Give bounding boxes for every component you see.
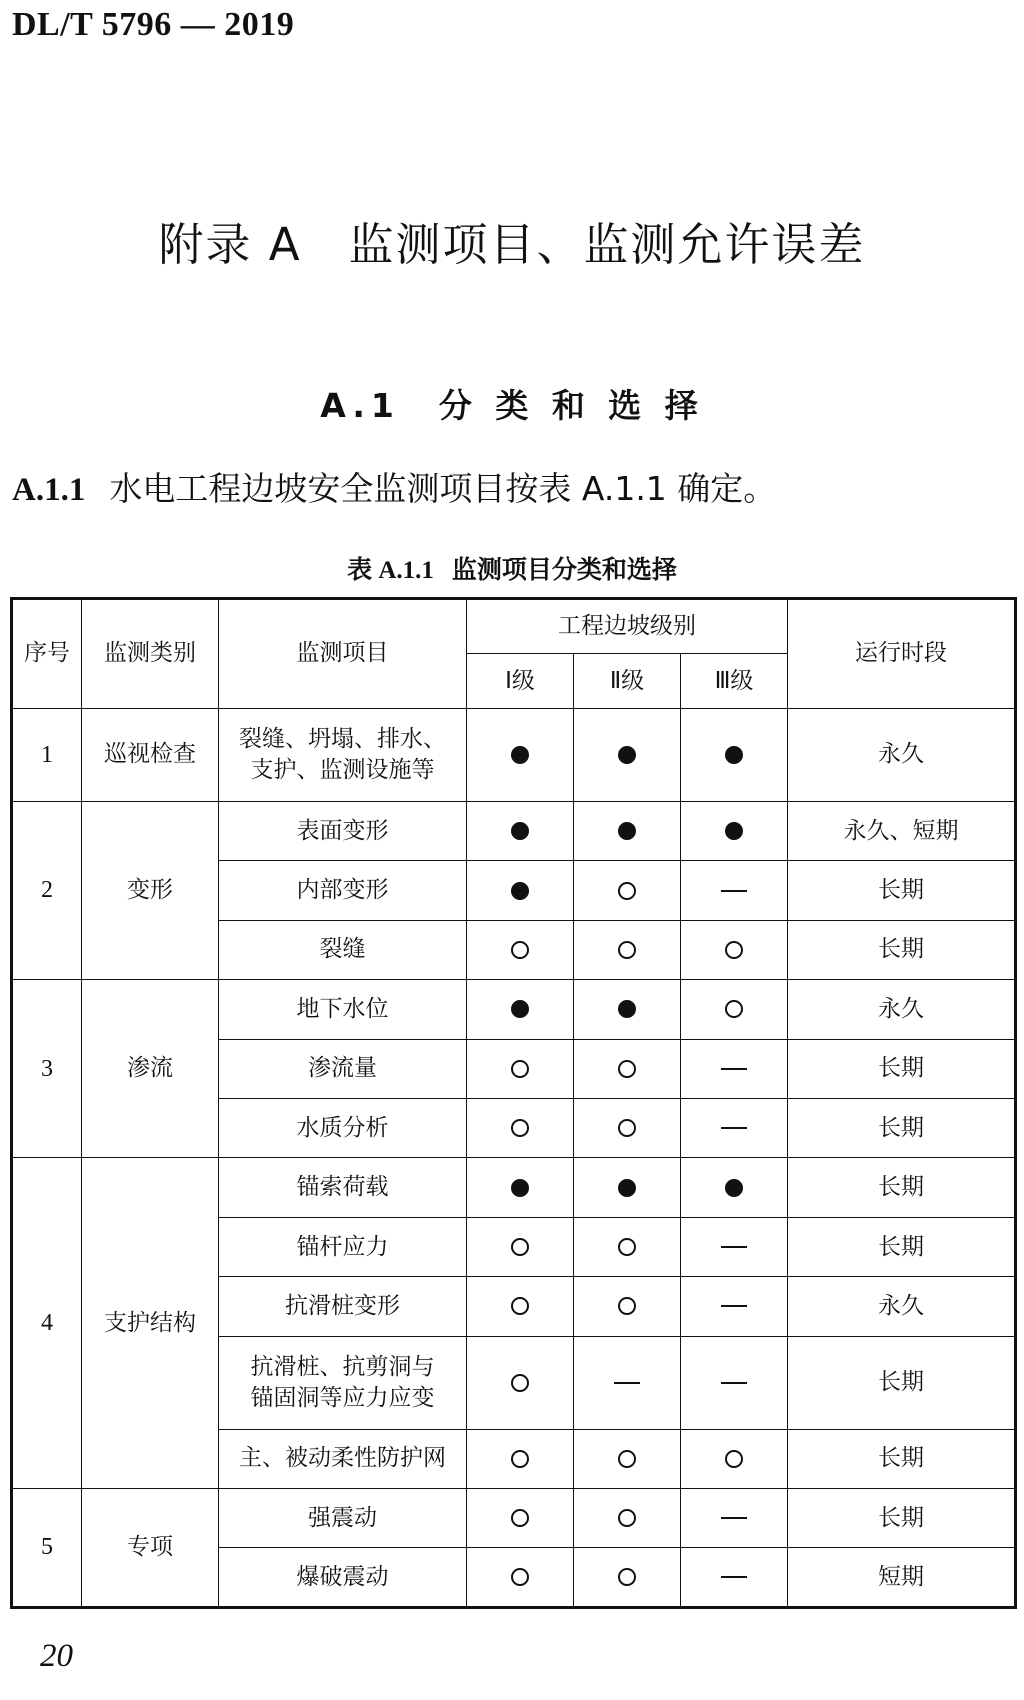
optional-open-circle-icon [618, 1450, 636, 1468]
not-applicable-dash-icon [721, 1068, 747, 1070]
page-number: 20 [40, 1638, 73, 1674]
cell-grade-1 [467, 980, 574, 1039]
cell-category: 巡视检查 [82, 709, 219, 802]
cell-period: 永久 [788, 980, 1016, 1039]
cell-item: 裂缝、坍塌、排水、 支护、监测设施等 [219, 709, 467, 802]
not-applicable-dash-icon [614, 1382, 640, 1384]
cell-grade-1 [467, 1548, 574, 1608]
cell-grade-3 [681, 1489, 788, 1548]
not-applicable-dash-icon [721, 1305, 747, 1307]
clause-text: 水电工程边坡安全监测项目按表 A.1.1 确定。 [109, 469, 777, 508]
cell-item: 内部变形 [219, 861, 467, 920]
table-row [12, 801, 1016, 860]
table-body [12, 709, 1016, 1608]
cell-item: 主、被动柔性防护网 [219, 1429, 467, 1488]
cell-grade-1 [467, 1039, 574, 1098]
optional-open-circle-icon [618, 941, 636, 959]
cell-grade-1 [467, 861, 574, 920]
optional-open-circle-icon [511, 1119, 529, 1137]
cell-grade-2 [574, 980, 681, 1039]
cell-grade-1 [467, 1217, 574, 1276]
optional-open-circle-icon [618, 882, 636, 900]
header-grade-2: Ⅱ级 [574, 654, 681, 709]
optional-open-circle-icon [511, 1238, 529, 1256]
optional-open-circle-icon [618, 1238, 636, 1256]
optional-open-circle-icon [725, 1000, 743, 1018]
not-applicable-dash-icon [721, 1382, 747, 1384]
cell-grade-3 [681, 1429, 788, 1488]
cell-category: 变形 [82, 801, 219, 979]
header-period: 运行时段 [788, 599, 1016, 709]
cell-grade-2 [574, 1489, 681, 1548]
optional-open-circle-icon [511, 941, 529, 959]
cell-item: 表面变形 [219, 801, 467, 860]
not-applicable-dash-icon [721, 890, 747, 892]
header-grade-group: 工程边坡级别 [467, 599, 788, 654]
cell-item: 爆破震动 [219, 1548, 467, 1608]
required-filled-circle-icon [725, 1179, 743, 1197]
cell-grade-3 [681, 1039, 788, 1098]
table-row [12, 1158, 1016, 1217]
cell-grade-2 [574, 1039, 681, 1098]
required-filled-circle-icon [511, 822, 529, 840]
optional-open-circle-icon [511, 1374, 529, 1392]
cell-period: 长期 [788, 1489, 1016, 1548]
header-category: 监测类别 [82, 599, 219, 709]
cell-grade-3 [681, 1158, 788, 1217]
header-index: 序号 [12, 599, 82, 709]
cell-grade-3 [681, 1099, 788, 1158]
cell-item: 抗滑桩变形 [219, 1277, 467, 1336]
cell-grade-2 [574, 1336, 681, 1429]
cell-item: 锚索荷载 [219, 1158, 467, 1217]
required-filled-circle-icon [511, 882, 529, 900]
header-item: 监测项目 [219, 599, 467, 709]
required-filled-circle-icon [511, 746, 529, 764]
cell-period: 长期 [788, 1039, 1016, 1098]
cell-index: 1 [12, 709, 82, 802]
optional-open-circle-icon [618, 1568, 636, 1586]
cell-item: 锚杆应力 [219, 1217, 467, 1276]
not-applicable-dash-icon [721, 1517, 747, 1519]
required-filled-circle-icon [618, 1000, 636, 1018]
cell-category: 支护结构 [82, 1158, 219, 1489]
required-filled-circle-icon [618, 822, 636, 840]
cell-item: 水质分析 [219, 1099, 467, 1158]
cell-index: 2 [12, 801, 82, 979]
cell-period: 永久 [788, 1277, 1016, 1336]
optional-open-circle-icon [725, 1450, 743, 1468]
cell-grade-3 [681, 1277, 788, 1336]
cell-grade-2 [574, 1099, 681, 1158]
appendix-title: 附录 A 监测项目、监测允许误差 [158, 218, 866, 271]
standard-header: DL/T 5796 — 2019 [12, 6, 295, 43]
cell-category: 专项 [82, 1489, 219, 1608]
optional-open-circle-icon [618, 1297, 636, 1315]
optional-open-circle-icon [618, 1509, 636, 1527]
table-caption-text: 监测项目分类和选择 [451, 555, 677, 584]
table-row [12, 1489, 1016, 1548]
optional-open-circle-icon [618, 1060, 636, 1078]
cell-grade-1 [467, 709, 574, 802]
table-row [12, 980, 1016, 1039]
cell-grade-3 [681, 861, 788, 920]
cell-grade-1 [467, 801, 574, 860]
cell-grade-2 [574, 709, 681, 802]
cell-item: 裂缝 [219, 920, 467, 979]
clause-number: A.1.1 [12, 472, 86, 508]
required-filled-circle-icon [618, 746, 636, 764]
cell-grade-2 [574, 1548, 681, 1608]
cell-grade-1 [467, 1099, 574, 1158]
optional-open-circle-icon [725, 941, 743, 959]
cell-period: 短期 [788, 1548, 1016, 1608]
cell-item: 渗流量 [219, 1039, 467, 1098]
required-filled-circle-icon [511, 1179, 529, 1197]
optional-open-circle-icon [618, 1119, 636, 1137]
cell-grade-2 [574, 1158, 681, 1217]
cell-grade-3 [681, 920, 788, 979]
header-grade-3: Ⅲ级 [681, 654, 788, 709]
cell-grade-1 [467, 1158, 574, 1217]
cell-grade-1 [467, 920, 574, 979]
cell-period: 长期 [788, 1099, 1016, 1158]
cell-grade-3 [681, 980, 788, 1039]
cell-category: 渗流 [82, 980, 219, 1158]
cell-period: 长期 [788, 1336, 1016, 1429]
cell-period: 永久 [788, 709, 1016, 802]
not-applicable-dash-icon [721, 1246, 747, 1248]
required-filled-circle-icon [725, 746, 743, 764]
cell-grade-2 [574, 801, 681, 860]
cell-period: 长期 [788, 1158, 1016, 1217]
cell-grade-3 [681, 1336, 788, 1429]
monitoring-items-table [10, 597, 1017, 1609]
cell-grade-2 [574, 1217, 681, 1276]
clause-a-1-1 [12, 463, 776, 510]
required-filled-circle-icon [511, 1000, 529, 1018]
cell-grade-2 [574, 861, 681, 920]
cell-grade-3 [681, 1548, 788, 1608]
cell-period: 长期 [788, 861, 1016, 920]
cell-grade-2 [574, 1277, 681, 1336]
cell-grade-1 [467, 1489, 574, 1548]
cell-grade-3 [681, 709, 788, 802]
optional-open-circle-icon [511, 1568, 529, 1586]
cell-period: 永久、短期 [788, 801, 1016, 860]
optional-open-circle-icon [511, 1297, 529, 1315]
cell-item: 抗滑桩、抗剪洞与 锚固洞等应力应变 [219, 1336, 467, 1429]
cell-item: 地下水位 [219, 980, 467, 1039]
cell-grade-3 [681, 1217, 788, 1276]
not-applicable-dash-icon [721, 1576, 747, 1578]
optional-open-circle-icon [511, 1509, 529, 1527]
cell-item: 强震动 [219, 1489, 467, 1548]
cell-grade-1 [467, 1336, 574, 1429]
section-title: A.1 分 类 和 选 择 [320, 386, 704, 425]
cell-grade-1 [467, 1277, 574, 1336]
not-applicable-dash-icon [721, 1127, 747, 1129]
header-grade-1: Ⅰ级 [467, 654, 574, 709]
cell-period: 长期 [788, 920, 1016, 979]
table-caption [0, 550, 1024, 586]
table-row [12, 709, 1016, 802]
required-filled-circle-icon [725, 822, 743, 840]
optional-open-circle-icon [511, 1060, 529, 1078]
cell-index: 3 [12, 980, 82, 1158]
required-filled-circle-icon [618, 1179, 636, 1197]
cell-index: 4 [12, 1158, 82, 1489]
cell-grade-2 [574, 1429, 681, 1488]
cell-grade-1 [467, 1429, 574, 1488]
cell-period: 长期 [788, 1217, 1016, 1276]
cell-grade-3 [681, 801, 788, 860]
cell-index: 5 [12, 1489, 82, 1608]
cell-period: 长期 [788, 1429, 1016, 1488]
cell-grade-2 [574, 920, 681, 979]
table-caption-number: 表 A.1.1 [347, 557, 434, 584]
optional-open-circle-icon [511, 1450, 529, 1468]
